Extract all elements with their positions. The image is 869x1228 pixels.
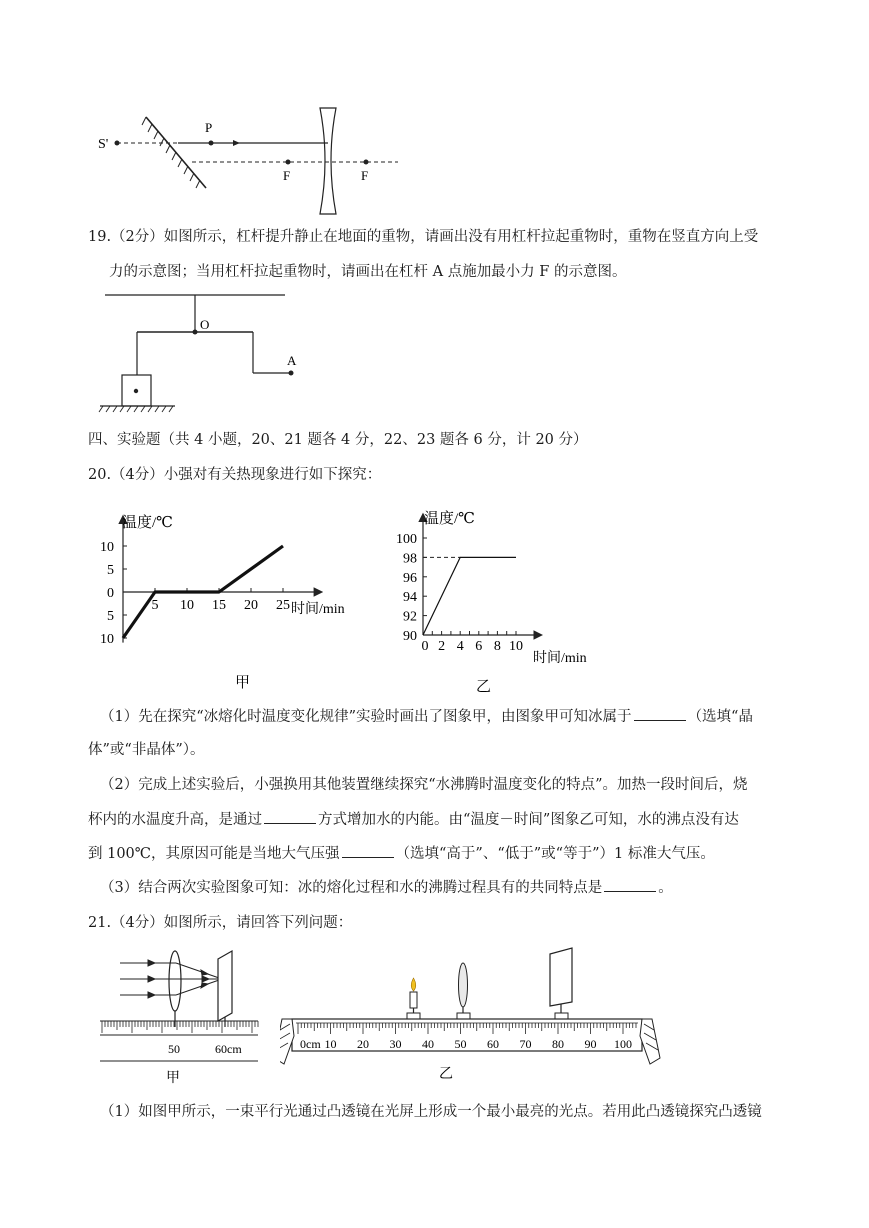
chart-boiling-water bbox=[395, 505, 605, 700]
label-f2: F bbox=[361, 168, 369, 183]
answer-blank-1[interactable] bbox=[634, 706, 686, 721]
q20-p2c1: 到 100℃，其原因可能是当地大气压强 bbox=[88, 846, 340, 862]
ruler-b-label: 60 bbox=[487, 1037, 499, 1051]
lens-focus-figure bbox=[98, 945, 263, 1085]
ruler-b-label: 70 bbox=[519, 1037, 532, 1051]
chart-b-xlabel: 时间/min bbox=[533, 651, 587, 666]
ruler-a-label-60: 60cm bbox=[215, 1042, 242, 1056]
label-f1: F bbox=[283, 168, 291, 183]
chart-b-series-line bbox=[423, 557, 516, 635]
q20-p1b: （选填“晶 bbox=[687, 709, 753, 725]
chart-a-ytick-label: 10 bbox=[100, 540, 114, 555]
q21-p1: （1）如图甲所示，一束平行光通过凸透镜在光屏上形成一个最小最亮的光点。若用此凸透镜探究凸透镜 bbox=[100, 1104, 762, 1120]
q20-p3a: （3）结合两次实验图象可知：冰的熔化过程和水的沸腾过程具有的共同特点是 bbox=[100, 880, 603, 896]
chart-b-xtick-label: 6 bbox=[475, 639, 483, 654]
chart-b-ytick-label: 90 bbox=[403, 629, 417, 644]
ruler-b-label: 90 bbox=[584, 1037, 597, 1051]
chart-b-ytick-label: 96 bbox=[403, 570, 417, 586]
lever-figure-19 bbox=[95, 285, 315, 415]
ruler-b-label: 20 bbox=[357, 1037, 369, 1051]
chart-b-ylabel: 温度/℃ bbox=[424, 511, 475, 527]
q20-p2b2: 方式增加水的内能。由“温度－时间”图象乙可知，水的沸点没有达 bbox=[318, 812, 739, 828]
section-heading: 四、实验题（共 4 小题，20、21 题各 4 分，22、23 题各 6 分，计 20 分） bbox=[88, 432, 588, 448]
ruler-a-label-50: 50 bbox=[168, 1042, 180, 1056]
ruler-b-label: 50 bbox=[454, 1037, 467, 1051]
label-s-prime: S' bbox=[98, 137, 109, 152]
ruler-b-label: 30 bbox=[389, 1037, 402, 1051]
q20-p2-line2 bbox=[88, 809, 739, 830]
chart-a-ytick-label: 5 bbox=[107, 563, 114, 578]
chart-b-xtick-label: 8 bbox=[493, 639, 501, 654]
q20-p1a: （1）先在探究“冰熔化时温度变化规律”实验时画出了图象甲，由图象甲可知冰属于 bbox=[100, 709, 632, 725]
chart-a-ytick-label: 5 bbox=[107, 609, 114, 624]
q20-p3 bbox=[100, 877, 673, 898]
chart-b-ytick-label: 98 bbox=[403, 551, 417, 567]
ruler-b-label: 10 bbox=[324, 1037, 337, 1051]
label-p: P bbox=[205, 120, 213, 135]
chart-a-ytick-label: 0 bbox=[107, 586, 114, 601]
chart-b-ytick-label: 94 bbox=[403, 590, 417, 606]
fig-a-caption: 甲 bbox=[166, 1071, 180, 1085]
chart-b-xtick-label: 4 bbox=[456, 639, 464, 654]
chart-a-ytick-label: 10 bbox=[100, 632, 114, 647]
ruler-b-label: 80 bbox=[552, 1037, 564, 1051]
chart-b-ytick-label: 100 bbox=[396, 532, 417, 547]
chart-a-xtick-label: 25 bbox=[276, 598, 290, 613]
optical-bench-figure bbox=[280, 940, 665, 1090]
q20-p2c2: （选填“高于”、“低于”或“等于”）1 标准大气压。 bbox=[395, 846, 715, 862]
q19-line2: 力的示意图；当用杠杆拉起重物时，请画出在杠杆 A 点施加最小力 F 的示意图。 bbox=[109, 264, 627, 280]
answer-blank-3[interactable] bbox=[342, 843, 394, 858]
optics-figure-18 bbox=[90, 100, 410, 220]
ruler-b-label: 100 bbox=[614, 1037, 632, 1051]
q20-p1-line2: 体”或“非晶体”）。 bbox=[88, 742, 205, 758]
q20-p1-line1 bbox=[100, 706, 753, 727]
q20-stem: 20.（4分）小强对有关热现象进行如下探究： bbox=[88, 467, 382, 483]
chart-b-xtick-label: 10 bbox=[509, 639, 523, 654]
q20-p2-line3 bbox=[88, 843, 715, 864]
q20-p2b1: 杯内的水温度升高，是通过 bbox=[88, 812, 262, 828]
chart-a-xtick-label: 15 bbox=[212, 598, 226, 613]
label-a: A bbox=[287, 353, 297, 368]
chart-b-xtick-label: 2 bbox=[438, 639, 446, 654]
q19-line1: 19.（2分）如图所示，杠杆提升静止在地面的重物，请画出没有用杠杆拉起重物时，重物在竖直方向上受 bbox=[88, 229, 759, 245]
chart-a-caption: 甲 bbox=[235, 675, 251, 691]
q20-p2-line1: （2）完成上述实验后，小强换用其他装置继续探究“水沸腾时温度变化的特点”。加热一段时间后，烧 bbox=[100, 777, 748, 793]
fig-b-caption: 乙 bbox=[439, 1067, 453, 1082]
answer-blank-4[interactable] bbox=[604, 877, 656, 892]
chart-a-xtick-label: 10 bbox=[180, 598, 194, 613]
chart-a-ylabel: 温度/℃ bbox=[122, 515, 173, 531]
chart-b-xtick-label: 0 bbox=[421, 639, 429, 654]
chart-a-xlabel: 时间/min bbox=[291, 602, 345, 617]
answer-blank-2[interactable] bbox=[264, 809, 316, 824]
ruler-b-label: 0cm bbox=[300, 1037, 321, 1051]
ruler-b-label: 40 bbox=[422, 1037, 434, 1051]
chart-b-caption: 乙 bbox=[476, 679, 492, 695]
chart-b-ytick-label: 92 bbox=[403, 609, 417, 625]
q21-stem: 21.（4分）如图所示，请回答下列问题： bbox=[88, 915, 353, 931]
chart-a-xtick-label: 5 bbox=[151, 598, 159, 613]
chart-a-xtick-label: 20 bbox=[244, 598, 258, 613]
chart-melting-ice bbox=[95, 505, 365, 700]
label-o: O bbox=[200, 317, 210, 332]
q20-p3b: 。 bbox=[658, 880, 673, 896]
